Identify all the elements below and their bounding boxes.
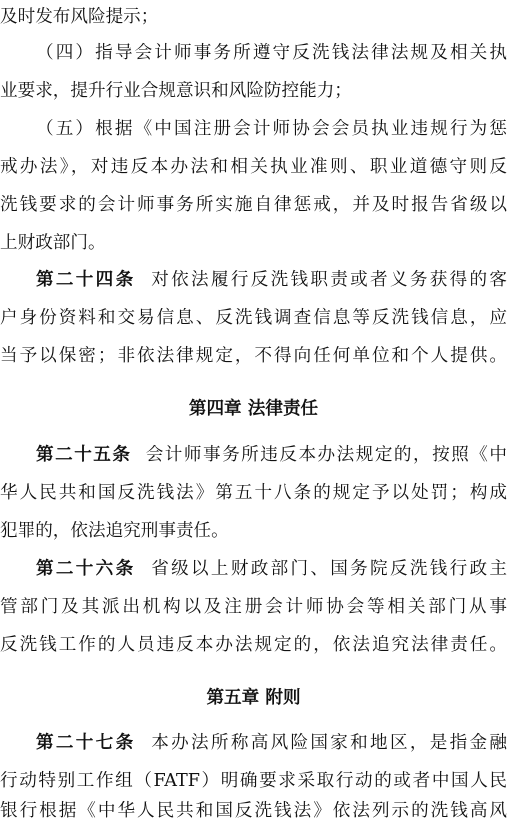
- chapter-heading: 第五章 附则: [206, 687, 301, 708]
- paragraph-line: 行动特别工作组（FATF）明确要求采取行动的或者中国人民: [0, 771, 507, 791]
- paragraph-line: 洗钱要求的会计师事务所实施自律惩戒，并及时报告省级以: [0, 195, 507, 215]
- article-line: 第二十四条 对依法履行反洗钱职责或者义务获得的客: [36, 270, 507, 290]
- paragraph-line: 戒办法》，对违反本办法和相关执业准则、职业道德守则反: [0, 157, 507, 177]
- paragraph-line: 犯罪的，依法追究刑事责任。: [0, 521, 229, 541]
- article-number: 第二十五条: [36, 445, 132, 465]
- paragraph-line: 华人民共和国反洗钱法》第五十八条的规定予以处罚；构成: [0, 483, 507, 503]
- paragraph-line: （五）根据《中国注册会计师协会会员执业违规行为惩: [36, 119, 507, 139]
- paragraph-line: 当予以保密；非依法律规定，不得向任何单位和个人提供。: [0, 346, 507, 366]
- paragraph-line: 上财政部门。: [0, 233, 106, 253]
- article-line: 第二十六条 省级以上财政部门、国务院反洗钱行政主: [36, 559, 507, 579]
- paragraph-line: 管部门及其派出机构以及注册会计师协会等相关部门从事: [0, 597, 507, 617]
- article-line: 第二十七条 本办法所称高风险国家和地区，是指金融: [36, 733, 507, 753]
- chapter-heading: 第四章 法律责任: [188, 398, 319, 419]
- paragraph-line: （四）指导会计师事务所遵守反洗钱法律法规及相关执: [36, 43, 507, 63]
- article-line: 第二十五条 会计师事务所违反本办法规定的，按照《中: [36, 445, 507, 465]
- paragraph-line: 户身份资料和交易信息、反洗钱调查信息等反洗钱信息，应: [0, 308, 507, 328]
- paragraph-line: 反洗钱工作的人员违反本办法规定的，依法追究法律责任。: [0, 635, 507, 655]
- paragraph-line: 业要求，提升行业合规意识和风险防控能力；: [0, 81, 352, 101]
- article-number: 第二十四条: [36, 270, 136, 290]
- article-number: 第二十七条: [36, 733, 136, 753]
- paragraph-line: 及时发布风险提示；: [0, 7, 159, 27]
- article-number: 第二十六条: [36, 559, 136, 579]
- paragraph-line: 银行根据《中华人民共和国反洗钱法》依法列示的洗钱高风: [0, 801, 507, 821]
